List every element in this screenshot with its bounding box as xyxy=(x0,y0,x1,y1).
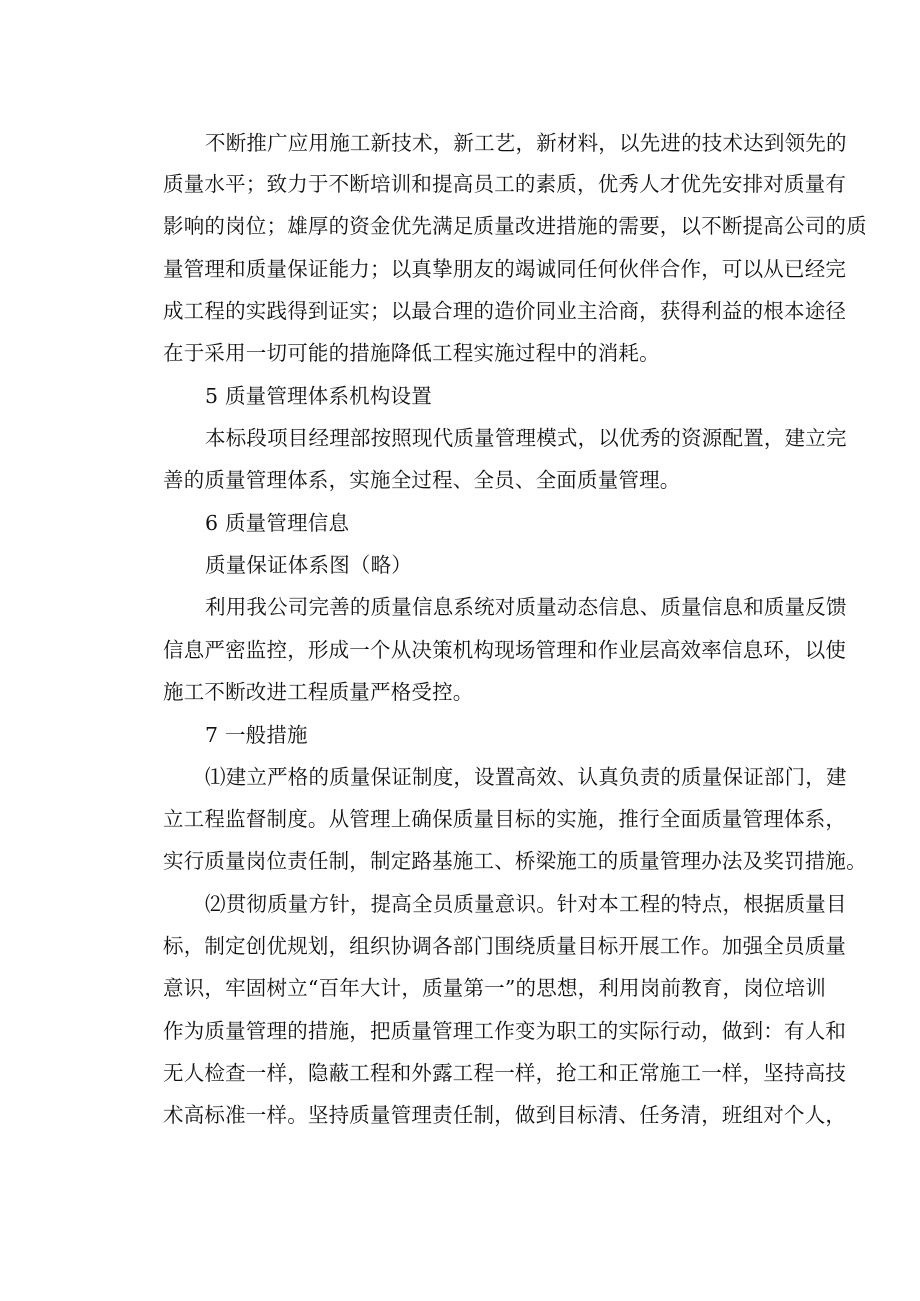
section-heading: 7 一般措施 xyxy=(205,723,308,747)
text-line: 无人检查一样，隐蔽工程和外露工程一样，抢工和正常施工一样，坚持高技 xyxy=(163,1061,847,1085)
text-line: ⑵贯彻质量方针，提高全员质量意识。针对本工程的特点，根据质量目 xyxy=(205,892,847,916)
text-line: 量管理和质量保证能力；以真挚朋友的竭诚同任何伙伴合作，可以从已经完 xyxy=(163,257,847,281)
text-line: 在于采用一切可能的措施降低工程实施过程中的消耗。 xyxy=(163,341,660,365)
text-line: 成工程的实践得到证实；以最合理的造价同业主洽商，获得利益的根本途径 xyxy=(163,299,847,323)
section-heading: 5 质量管理体系机构设置 xyxy=(205,384,432,408)
text-line: 施工不断改进工程质量严格受控。 xyxy=(163,680,474,704)
text-line: 利用我公司完善的质量信息系统对质量动态信息、质量信息和质量反馈 xyxy=(205,595,847,619)
text-line: 作为质量管理的措施，把质量管理工作变为职工的实际行动，做到：有人和 xyxy=(163,1019,847,1043)
section-heading: 6 质量管理信息 xyxy=(205,511,350,535)
text-line: 不断推广应用施工新技术，新工艺，新材料，以先进的技术达到领先的 xyxy=(205,131,847,155)
text-line: 术高标准一样。坚持质量管理责任制，做到目标清、任务清，班组对个人， xyxy=(163,1103,847,1127)
text-line: 影响的岗位；雄厚的资金优先满足质量改进措施的需要，以不断提高公司的质 xyxy=(163,214,867,238)
text-line: 实行质量岗位责任制，制定路基施工、桥梁施工的质量管理办法及奖罚措施。 xyxy=(163,849,867,873)
text-line: 立工程监督制度。从管理上确保质量目标的实施，推行全面质量管理体系， xyxy=(163,807,847,831)
text-line: ⑴建立严格的质量保证制度，设置高效、认真负责的质量保证部门，建 xyxy=(205,765,847,789)
text-line: 信息严密监控，形成一个从决策机构现场管理和作业层高效率信息环，以使 xyxy=(163,638,847,662)
text-line: 善的质量管理体系，实施全过程、全员、全面质量管理。 xyxy=(163,468,681,492)
text-line: 质量保证体系图（略） xyxy=(205,553,412,577)
text-line: 本标段项目经理部按照现代质量管理模式，以优秀的资源配置，建立完 xyxy=(205,426,847,450)
text-line: 标，制定创优规划，组织协调各部门围绕质量目标开展工作。加强全员质量 xyxy=(163,934,847,958)
text-line: 质量水平；致力于不断培训和提高员工的素质，优秀人才优先安排对质量有 xyxy=(163,172,847,196)
text-line: 意识，牢固树立“百年大计，质量第一”的思想，利用岗前教育，岗位培训 xyxy=(163,976,827,1000)
